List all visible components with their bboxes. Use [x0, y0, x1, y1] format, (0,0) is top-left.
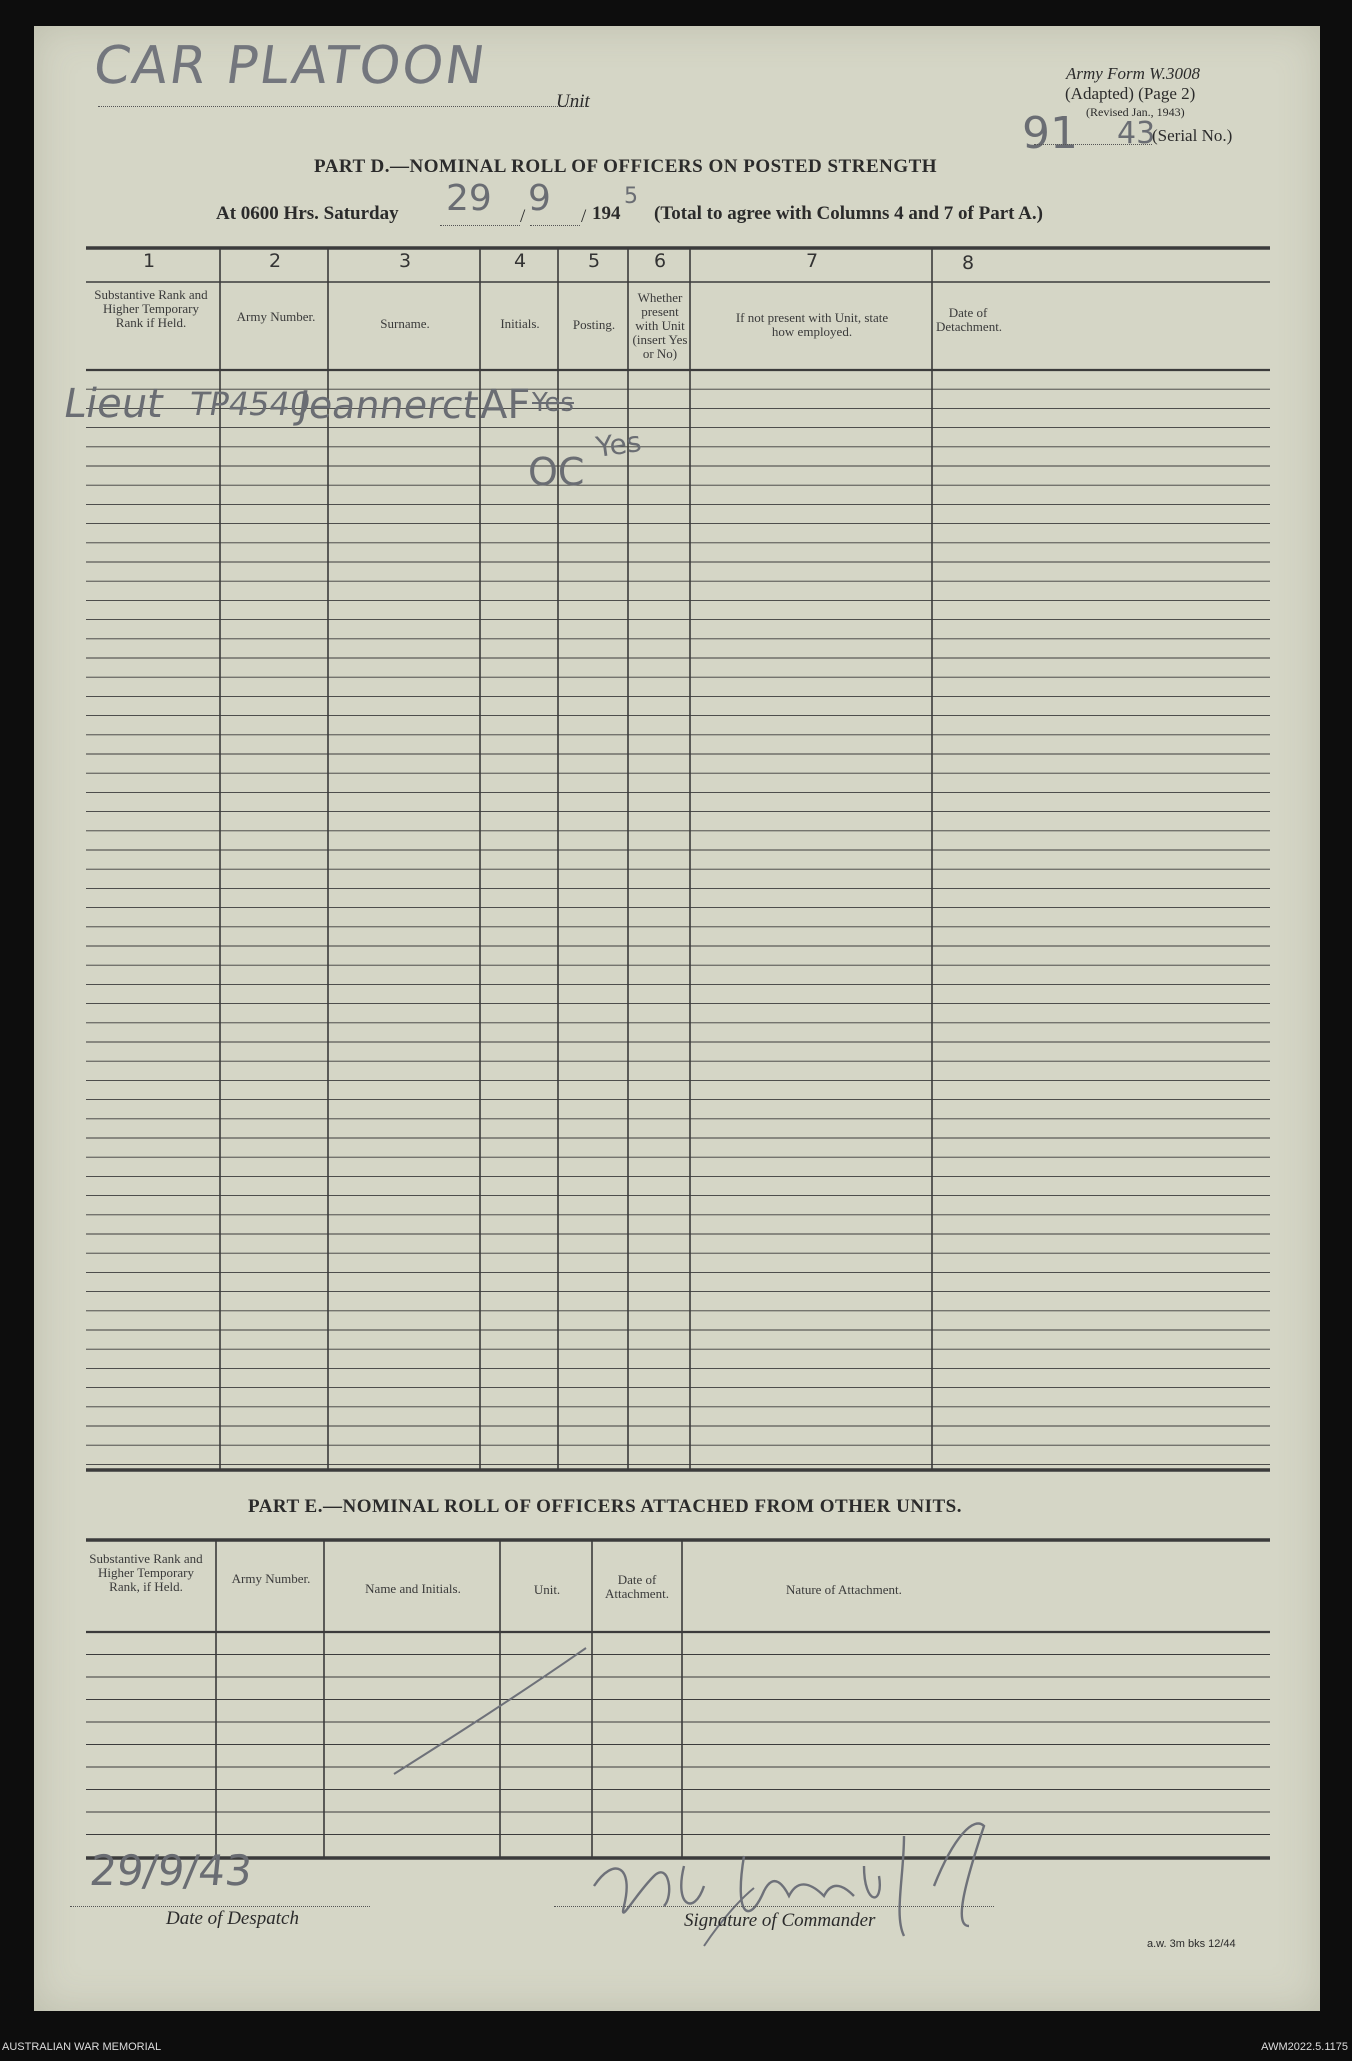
despatch-underline — [70, 1906, 370, 1907]
serial-handwritten-b: 43 — [1117, 116, 1156, 151]
e-col-header-army-number: Army Number. — [231, 1571, 311, 1586]
col-header-date-detachment: Date of Detachment. — [936, 305, 1003, 334]
entry-army-number: TP4540 — [186, 385, 314, 423]
date-month: 9 — [528, 178, 551, 219]
part-e-title: PART E.—NOMINAL ROLL OF OFFICERS ATTACHED FROM OTHER UNITS. — [248, 1496, 962, 1517]
date-year-prefix: 194 — [592, 203, 621, 224]
date-suffix: (Total to agree with Columns 4 and 7 of Part A.) — [654, 203, 1043, 224]
col-number-8: 8 — [961, 252, 975, 274]
signature-label: Signature of Commander — [684, 1910, 876, 1931]
signature-underline — [554, 1906, 994, 1907]
e-col-header-date-attachment: Date of Attachment. — [605, 1572, 669, 1601]
col-header-army-number: Army Number. — [236, 309, 316, 324]
form-revised: (Revised Jan., 1943) — [1086, 105, 1185, 119]
e-col-header-name: Name and Initials. — [365, 1581, 461, 1596]
col-header-surname: Surname. — [380, 316, 430, 331]
form-sheet — [34, 26, 1320, 2011]
e-col-header-unit: Unit. — [533, 1582, 561, 1597]
col-header-initials: Initials. — [500, 316, 540, 331]
col-number-7: 7 — [805, 250, 819, 272]
part-e-strike-mark — [394, 1648, 586, 1774]
col-number-1: 1 — [142, 250, 156, 272]
date-prefix: At 0600 Hrs. Saturday — [216, 203, 399, 224]
col-number-6: 6 — [653, 250, 667, 272]
serial-handwritten-a: 91 — [1022, 108, 1078, 159]
unit-label: Unit — [556, 91, 590, 112]
date-year-suffix: 5 — [624, 184, 638, 209]
commander-signature — [574, 1796, 1034, 1996]
entry-rank: Lieut — [59, 381, 168, 427]
col-number-5: 5 — [587, 250, 601, 272]
e-col-header-nature: Nature of Attachment. — [786, 1582, 902, 1597]
form-name: Army Form W.3008 — [1066, 64, 1200, 83]
entry-present: Yes — [593, 425, 644, 464]
part-d-title: PART D.—NOMINAL ROLL OF OFFICERS ON POSTED STRENGTH — [314, 156, 938, 177]
col-number-4: 4 — [513, 250, 527, 272]
col-header-posting: Posting. — [572, 317, 616, 332]
col-header-how-employed: If not present with Unit, state how employed. — [735, 310, 889, 339]
col-header-present: Whether present with Unit (insert Yes or No) — [632, 290, 688, 361]
col-header-rank: Substantive Rank and Higher Temporary Rank if Held. — [94, 287, 208, 330]
despatch-date-handwritten: 29/9/43 — [87, 1846, 255, 1895]
entry-posting-struck: Yes — [532, 388, 574, 418]
serial-label: (Serial No.) — [1152, 126, 1233, 145]
date-slash-1: / — [520, 206, 526, 227]
archive-caption-right: AWM2022.5.1175 — [1261, 2041, 1348, 2053]
archive-caption-left: AUSTRALIAN WAR MEMORIAL — [2, 2041, 162, 2053]
despatch-label: Date of Despatch — [166, 1908, 299, 1929]
col-number-3: 3 — [398, 250, 412, 272]
date-day: 29 — [446, 178, 492, 219]
col-number-2: 2 — [268, 250, 282, 272]
entry-initials: AF — [480, 382, 531, 428]
unit-handwritten: CAR PLATOON — [89, 36, 491, 96]
entry-surname: Jeannerct — [294, 383, 482, 427]
print-code: a.w. 3m bks 12/44 — [1147, 1938, 1236, 1950]
form-adapted: (Adapted) (Page 2) — [1065, 84, 1196, 103]
e-col-header-rank: Substantive Rank and Higher Temporary Rank, if Held. — [89, 1551, 203, 1594]
entry-posting: OC — [528, 450, 585, 494]
date-slash-2: / — [581, 206, 587, 227]
